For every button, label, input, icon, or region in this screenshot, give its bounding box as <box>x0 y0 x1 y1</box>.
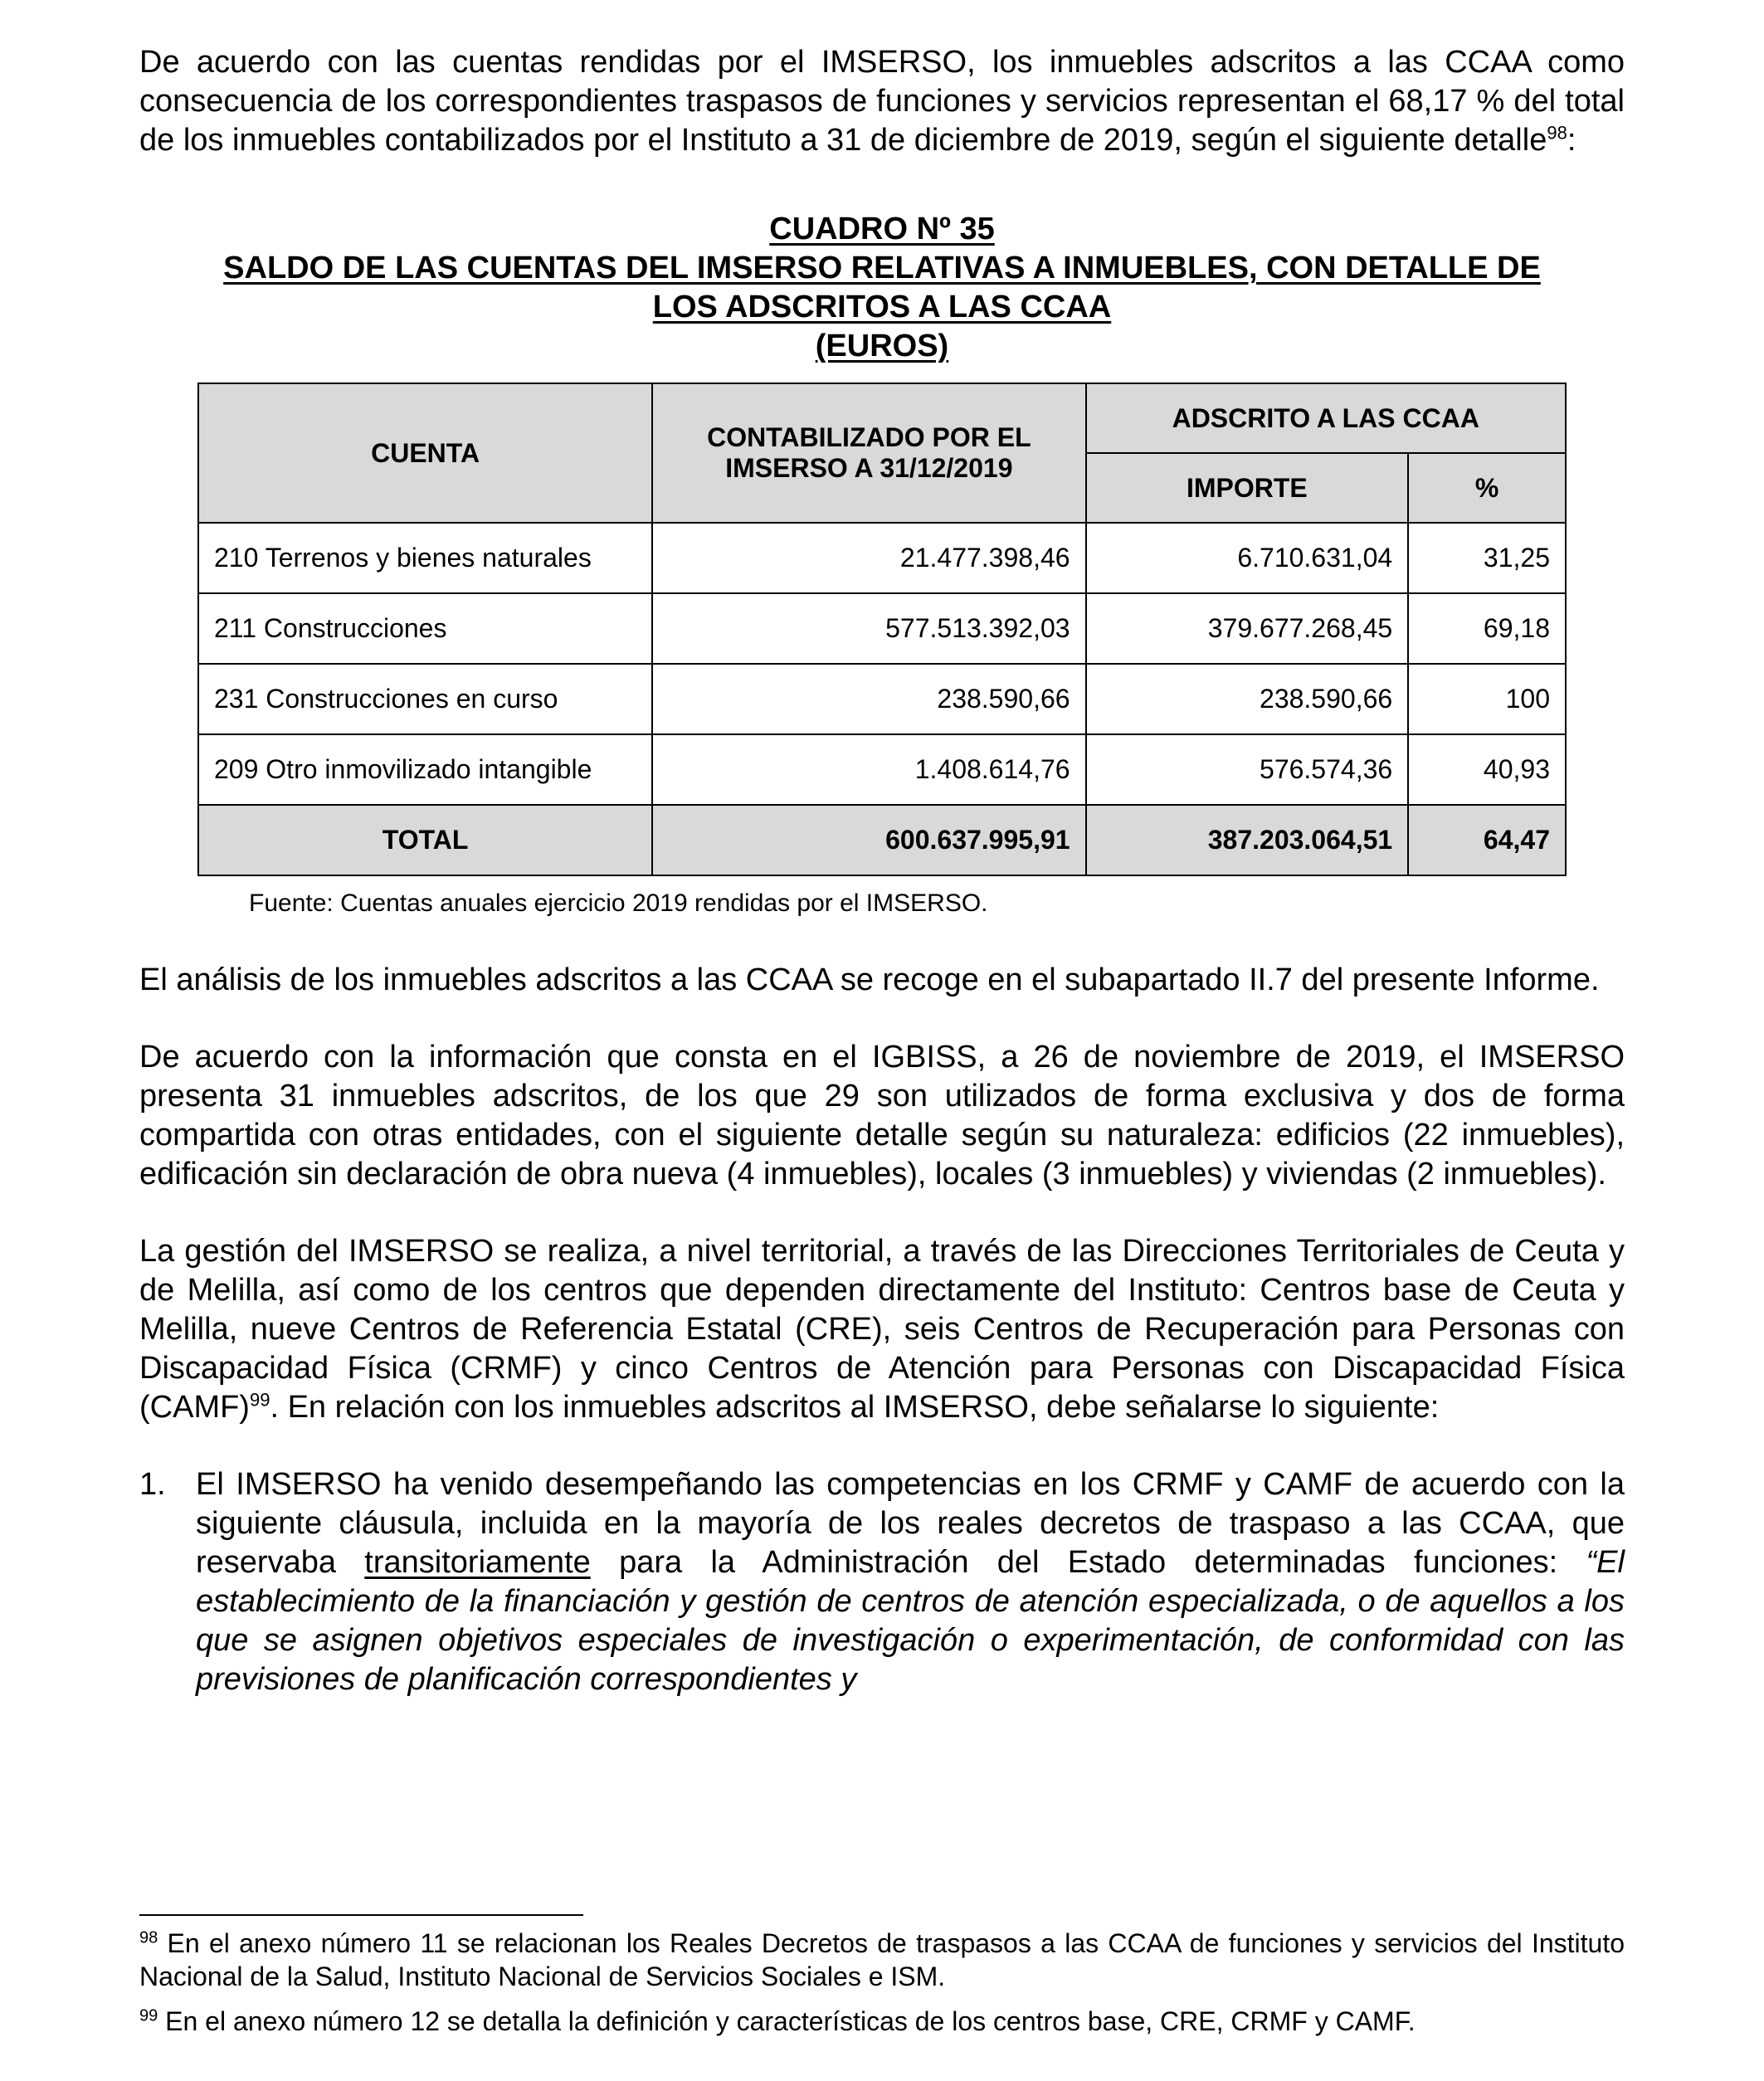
cell-pct: 31,25 <box>1408 523 1566 593</box>
cell-importe: 238.590,66 <box>1086 664 1409 734</box>
paragraph-3 <box>139 1232 1625 1427</box>
cell-cuenta: 231 Construcciones en curso <box>198 664 652 734</box>
cuadro-number: CUADRO Nº 35 <box>769 212 995 246</box>
cell-contabilizado: 577.513.392,03 <box>652 593 1085 664</box>
footnote-ref-99: 99 <box>249 1389 270 1411</box>
header-pct: % <box>1408 453 1566 523</box>
list-item-number: 1. <box>139 1467 166 1502</box>
paragraph-3-text-a: La gestión del IMSERSO se realiza, a nivel territorial, a través de las Direcciones Territoriales de Ceuta y de Melilla, así como de los centros que dependen directamente del Instituto: Centros base de Ceuta y Melilla, nueve Centros de Referencia Estatal (CRE), seis Centros de Recuperación para Personas con Discapacidad Física (CRMF) y cinco Centros de Atención para Personas con Discapacidad Física (CAMF) <box>139 1234 1625 1425</box>
list-item-underlined: transitoriamente <box>364 1545 591 1580</box>
footnote-text: En el anexo número 11 se relacionan los Reales Decretos de traspasos a las CCAA de funciones y servicios del Instituto Nacional de la Salud, Instituto Nacional de Servicios Sociales e ISM. <box>139 1928 1625 1991</box>
paragraph-2: De acuerdo con la información que consta en el IGBISS, a 26 de noviembre de 2019, el IMSERSO presenta 31 inmuebles adscritos, de los que 29 son utilizados de forma exclusiva y dos de forma compartida con otras entidades, con el siguiente detalle según su naturaleza: edificios (22 inmuebles), edificación sin declaración de obra nueva (4 inmuebles), locales (3 inmuebles) y viviendas (2 inmuebles). <box>139 1040 1625 1192</box>
intro-text: De acuerdo con las cuentas rendidas por el IMSERSO, los inmuebles adscritos a las CCAA como consecuencia de los correspondientes traspasos de funciones y servicios representan el 68,17 % del total de los inmuebles contabilizados por el Instituto a 31 de diciembre de 2019, según el siguiente detalle <box>139 45 1625 158</box>
cell-importe: 379.677.268,45 <box>1086 593 1409 664</box>
table-source: Fuente: Cuentas anuales ejercicio 2019 rendidas por el IMSERSO. <box>249 889 988 917</box>
cell-pct: 69,18 <box>1408 593 1566 664</box>
cuadro-title-line1: SALDO DE LAS CUENTAS DEL IMSERSO RELATIVAS A INMUEBLES, CON DETALLE DE <box>223 251 1541 285</box>
footnote-number: 98 <box>139 1928 158 1947</box>
table-total-row <box>198 805 1566 875</box>
total-importe: 387.203.064,51 <box>1086 805 1409 875</box>
table-row <box>198 593 1566 664</box>
total-contabilizado: 600.637.995,91 <box>652 805 1085 875</box>
total-label: TOTAL <box>198 805 652 875</box>
cell-pct: 40,93 <box>1408 734 1566 805</box>
cell-contabilizado: 1.408.614,76 <box>652 734 1085 805</box>
footnote-number: 99 <box>139 2006 158 2025</box>
footnote-text: En el anexo número 12 se detalla la definición y características de los centros base, CRE, CRMF y CAMF. <box>158 2006 1416 2036</box>
cell-pct: 100 <box>1408 664 1566 734</box>
list-item <box>139 1465 1625 1699</box>
total-pct: 64,47 <box>1408 805 1566 875</box>
cuadro-title-line2: LOS ADSCRITOS A LAS CCAA <box>652 290 1112 324</box>
intro-tail: : <box>1567 123 1576 158</box>
cuadro-title <box>139 210 1625 366</box>
paragraph-1: El análisis de los inmuebles adscritos a las CCAA se recoge en el subapartado II.7 del presente Informe. <box>139 963 1600 997</box>
paragraph-3-text-b: . En relación con los inmuebles adscritos al IMSERSO, debe señalarse lo siguiente: <box>270 1390 1440 1425</box>
cell-importe: 576.574,36 <box>1086 734 1409 805</box>
table-row <box>198 734 1566 805</box>
document-page <box>139 43 1625 1699</box>
cell-cuenta: 209 Otro inmovilizado intangible <box>198 734 652 805</box>
header-importe: IMPORTE <box>1086 453 1409 523</box>
footnote-ref-98: 98 <box>1547 122 1567 144</box>
header-contabilizado: CONTABILIZADO POR EL IMSERSO A 31/12/2019 <box>652 383 1085 523</box>
footnotes <box>139 1927 1625 2038</box>
table-row <box>198 664 1566 734</box>
list-item-quote: “El establecimiento de la financiación y gestión de centros de atención especializada, o de aquellos a los que se asignen objetivos especiales de investigación o experimentación, de conformidad con las previsiones de planificación correspondientes y <box>196 1545 1625 1697</box>
cell-contabilizado: 238.590,66 <box>652 664 1085 734</box>
cell-cuenta: 211 Construcciones <box>198 593 652 664</box>
list-item-text-a: El IMSERSO ha venido desempeñando las competencias en los CRMF y CAMF de acuerdo con la siguiente cláusula, incluida en la mayoría de los reales decretos de traspaso a las CCAA, que reservaba <box>196 1467 1625 1580</box>
cuadro-units: (EUROS) <box>815 329 949 363</box>
footnote-separator <box>139 1914 583 1916</box>
table-row <box>198 523 1566 593</box>
footnote-98 <box>139 1927 1625 1993</box>
intro-paragraph <box>139 43 1625 160</box>
inmuebles-table <box>197 383 1567 876</box>
cell-importe: 6.710.631,04 <box>1086 523 1409 593</box>
list-item-text-b: para la Administración del Estado determinadas funciones: <box>590 1545 1586 1580</box>
header-adscrito: ADSCRITO A LAS CCAA <box>1086 383 1566 453</box>
footnote-99 <box>139 2005 1625 2038</box>
cell-cuenta: 210 Terrenos y bienes naturales <box>198 523 652 593</box>
header-cuenta: CUENTA <box>198 383 652 523</box>
cell-contabilizado: 21.477.398,46 <box>652 523 1085 593</box>
